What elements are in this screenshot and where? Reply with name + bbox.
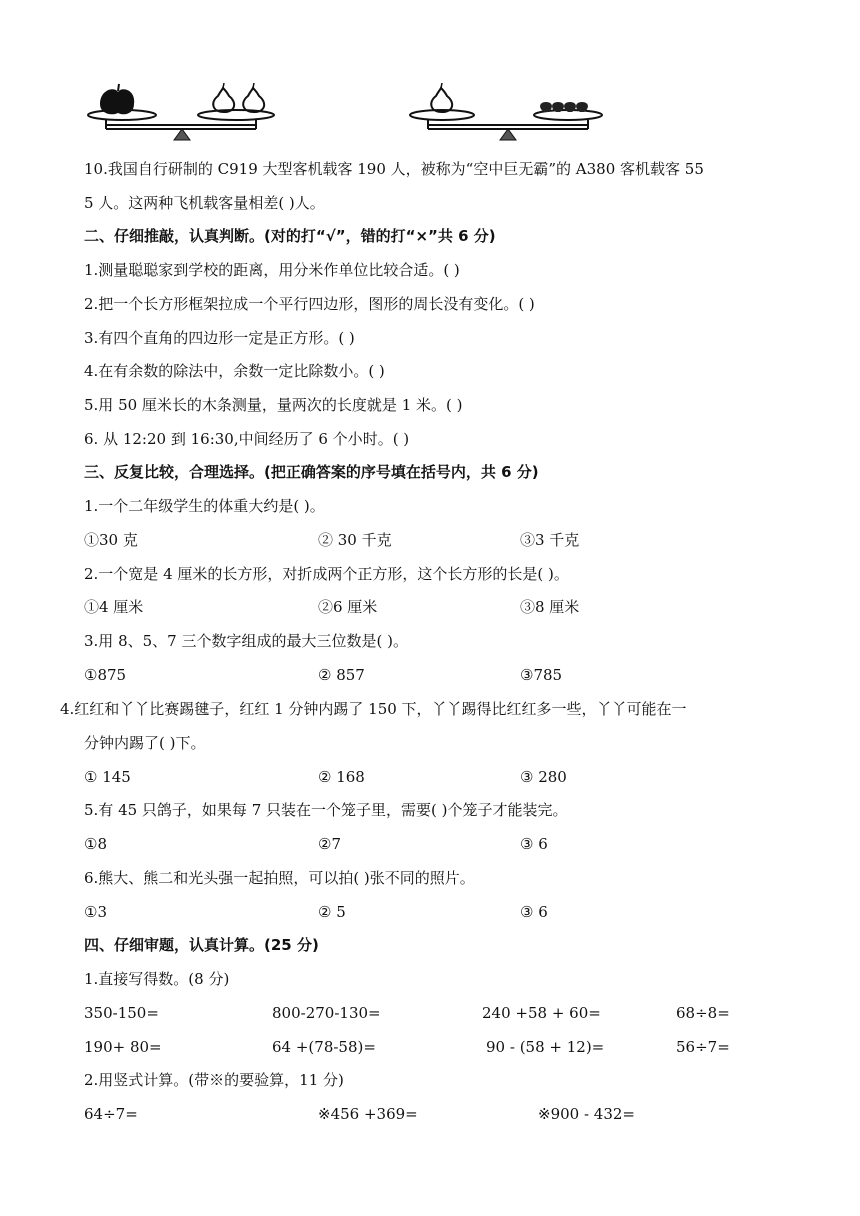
calc-item-2-4: 56÷7= [676,1038,730,1056]
choice-6-option-c: ③ 6 [520,903,548,921]
section-4-title: 四、仔细审题，认真计算。(25 分) [84,936,319,954]
choice-question-2: 2.一个宽是 4 厘米的长方形，对折成两个正方形，这个长方形的长是( )。 [84,565,569,583]
choice-question-4-line-1: 4.红红和丫丫比赛踢毽子，红红 1 分钟内踢了 150 下，丫丫踢得比红红多一些，丫丫可能在一 [60,700,687,718]
choice-3-option-b: ② 857 [318,666,365,684]
balance-apple-pears-illustration [84,82,284,142]
choice-2-option-a: ①4 厘米 [84,598,144,616]
choice-3-option-c: ③785 [520,666,563,684]
choice-5-option-b: ②7 [318,835,341,853]
vertical-calc-2: ※456 +369= [318,1105,418,1123]
judge-item-2: 2.把一个长方形框架拉成一个平行四边形，图形的周长没有变化。( ) [84,295,535,313]
choice-question-6: 6.熊大、熊二和光头强一起拍照，可以拍( )张不同的照片。 [84,869,475,887]
judge-item-4: 4.在有余数的除法中，余数一定比除数小。( ) [84,362,385,380]
choice-question-5: 5.有 45 只鸽子，如果每 7 只装在一个笼子里，需要( )个笼子才能装完。 [84,801,568,819]
choice-1-option-b: ② 30 千克 [318,531,392,549]
choice-5-option-a: ①8 [84,835,107,853]
choice-4-option-a: ① 145 [84,768,131,786]
section-3-title: 三、反复比较，合理选择。(把正确答案的序号填在括号内，共 6 分) [84,463,539,481]
choice-question-1: 1.一个二年级学生的体重大约是( )。 [84,497,325,515]
calc-part-1-title: 1.直接写得数。(8 分) [84,970,230,988]
calc-item-2-1: 190+ 80= [84,1038,162,1056]
choice-5-option-c: ③ 6 [520,835,548,853]
judge-item-3: 3.有四个直角的四边形一定是正方形。( ) [84,329,355,347]
choice-3-option-a: ①875 [84,666,127,684]
section-2-title: 二、仔细推敲，认真判断。(对的打“√”，错的打“×”共 6 分) [84,227,496,245]
choice-4-option-c: ③ 280 [520,768,567,786]
question-10-line-1: 10.我国自行研制的 C919 大型客机载客 190 人，被称为“空中巨无霸”的 A380 客机载客 55 [84,160,704,178]
choice-1-option-a: ①30 克 [84,531,138,549]
balance-pear-strawberries-illustration [406,82,606,142]
judge-item-6: 6. 从 12:20 到 16:30,中间经历了 6 个小时。( ) [84,430,410,448]
choice-1-option-c: ③3 千克 [520,531,580,549]
choice-2-option-b: ②6 厘米 [318,598,378,616]
choice-4-option-b: ② 168 [318,768,365,786]
choice-question-4-line-2: 分钟内踢了( )下。 [84,734,206,752]
calc-item-1-3: 240 +58 + 60= [482,1004,601,1022]
calc-item-1-2: 800-270-130= [272,1004,381,1022]
judge-item-5: 5.用 50 厘米长的木条测量，量两次的长度就是 1 米。( ) [84,396,463,414]
calc-item-1-4: 68÷8= [676,1004,730,1022]
choice-6-option-a: ①3 [84,903,107,921]
choice-2-option-c: ③8 厘米 [520,598,580,616]
calc-item-2-3: 90 - (58 + 12)= [486,1038,605,1056]
choice-6-option-b: ② 5 [318,903,346,921]
judge-item-1: 1.测量聪聪家到学校的距离，用分米作单位比较合适。( ) [84,261,460,279]
choice-question-3: 3.用 8、5、7 三个数字组成的最大三位数是( )。 [84,632,408,650]
question-10-line-2: 5 人。这两种飞机载客量相差( )人。 [84,194,325,212]
calc-item-1-1: 350-150= [84,1004,159,1022]
vertical-calc-1: 64÷7= [84,1105,138,1123]
vertical-calc-3: ※900 - 432= [538,1105,636,1123]
calc-item-2-2: 64 +(78-58)= [272,1038,376,1056]
calc-part-2-title: 2.用竖式计算。(带※的要验算，11 分) [84,1071,344,1089]
